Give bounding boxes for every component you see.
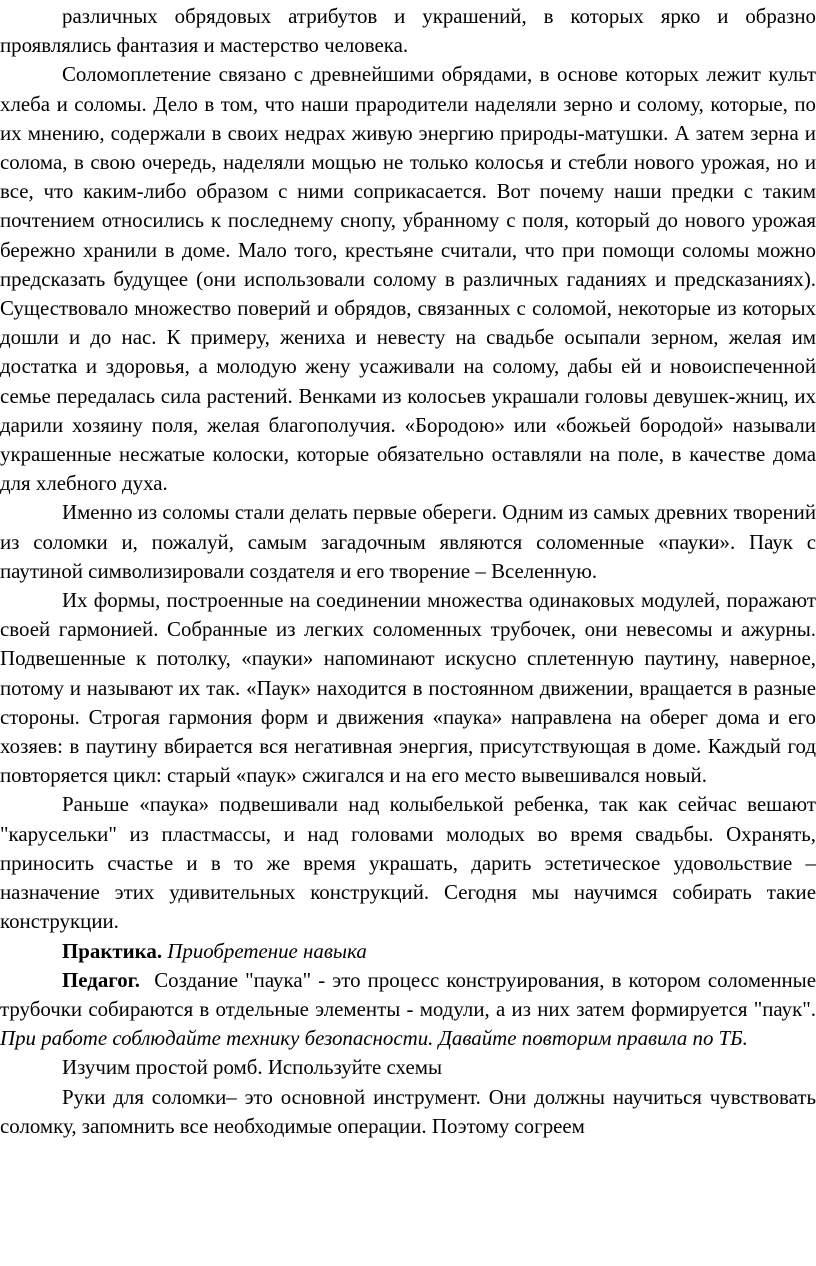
teacher-text: Создание "паука" - это процесс конструирования, в котором соломенные трубочки собираются в отдельные элементы - модули, а из них затем формируется "паук". [0,967,816,1021]
paragraph-practice-heading [0,937,816,966]
paragraph-teacher-instructions [0,966,816,1054]
paragraph-rhombus-task: Изучим простой ромб. Используйте схемы [62,1055,442,1080]
paragraph-first-amulets: Именно из соломы стали делать первые обереги. Одним из самых древних творений из соломки и, пожалуй, самым загадочным являются соломенные «пауки». Паук с паутиной символизировали создателя и его творение – Вселенную. [0,500,816,583]
safety-note: При работе соблюдайте технику безопасности. Давайте повторим правила по ТБ. [0,1026,748,1051]
paragraph-intro-continuation: различных обрядовых атрибутов и украшений, в которых ярко и образно проявлялись фантазия и мастерство человека. [0,4,816,58]
practice-subtitle: Приобретение навыка [167,938,367,963]
paragraph-spider-purpose: Раньше «паука» подвешивали над колыбелькой ребенка, так как сейчас вешают "карусельки" из пластмассы, и над головами молодых во время свадьбы. Охранять, приносить счастье и в то же время украшать, дарить эстетическое удовольствие – назначение этих удивительных конструкций. Сегодня мы научимся собирать такие конструкции. [0,792,816,934]
paragraph-hands-tool: Руки для соломки– это основной инструмент. Они должны научиться чувствовать соломку, запомнить все необходимые операции. Поэтому согреем [0,1084,816,1138]
practice-label: Практика. [62,938,163,963]
paragraph-spider-forms: Их формы, построенные на соединении множества одинаковых модулей, поражают своей гармонией. Собранные из легких соломенных трубочек, они невесомы и ажурны. Подвешенные к потолку, «пауки» напоминают искусно сплетенную паутину, наверное, потому и называют их так. «Паук» находится в постоянном движении, вращается в разные стороны. Строгая гармония форм и движения «паука» направлена на оберег дома и его хозяев: в паутину вбирается вся негативная энергия, присутствующая в доме. Каждый год повторяется цикл: старый «паук» сжигался и на его место вывешивался новый. [0,588,816,788]
teacher-label: Педагог. [62,967,141,992]
paragraph-straw-weaving-history: Соломоплетение связано с древнейшими обрядами, в основе которых лежит культ хлеба и соломы. Дело в том, что наши прародители наделяли зерно и солому, которые, по их мнению, содержали в своих недрах живую энергию природы-матушки. А затем зерна и солома, в свою очередь, наделяли мощью не только колосья и стебли нового урожая, но и все, что каким-либо образом с ними соприкасается. Вот почему наши предки с таким почтением относились к последнему снопу, убранному с поля, который до нового урожая бережно хранили в доме. Мало того, крестьяне считали, что при помощи соломы можно предсказать будущее (они использовали солому в различных гаданиях и предсказаниях). Существовало множество поверий и обрядов, связанных с соломой, некоторые из которых дошли и до нас. К примеру, жениха и невесту на свадьбе осыпали зерном, желая им достатка и здоровья, а молодую жену усаживали на солому, дабы ей и новоиспеченной семье передалась сила растений. Венками из колосьев украшали головы девушек-жниц, их дарили хозяину поля, желая благополучия. «Бородою» или «божьей бородой» называли украшенные несжатые колоски, которые обязательно оставляли на поле, в качестве дома для хлебного духа. [0,62,816,496]
